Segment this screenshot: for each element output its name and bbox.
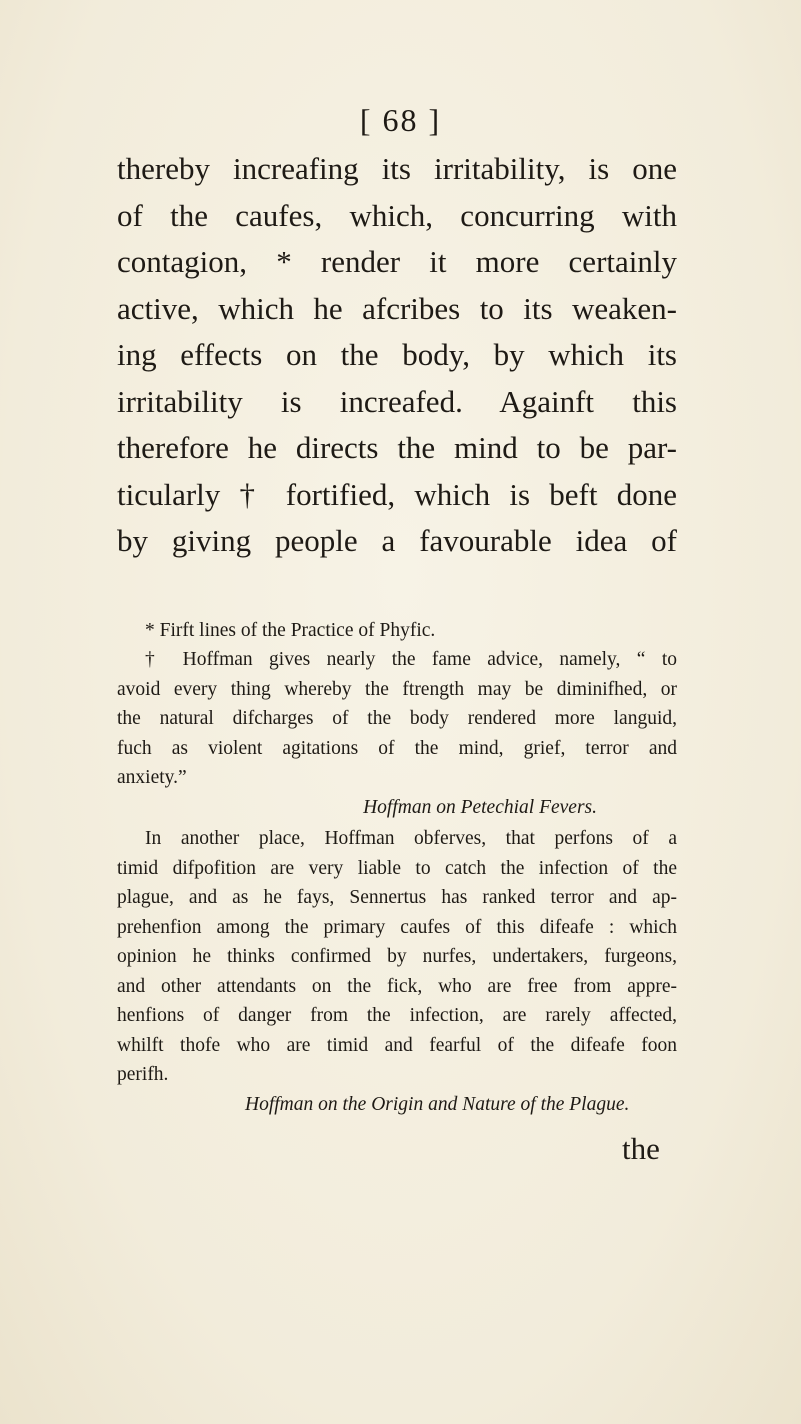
footnote-line: † Hoffman gives nearly the fame advice, namely, “ to xyxy=(145,649,677,670)
footnote-2 xyxy=(117,645,677,822)
footnote-line: fuch as violent agitations of the mind, grief, terror and xyxy=(117,737,677,759)
footnote-line: whilft thofe who are timid and fearful of the difeafe foon xyxy=(117,1034,677,1056)
footnote-citation: Hoffman on Petechial Fevers. xyxy=(363,796,597,818)
footnote-line: plague, and as he fays, Sennertus has ranked terror and ap- xyxy=(117,887,677,908)
main-text xyxy=(117,146,677,565)
catchword: the xyxy=(622,1131,660,1166)
body-line: irritability is increafed. Againft this xyxy=(117,383,677,419)
footnote-line: and other attendants on the fick, who are free from appre- xyxy=(117,975,677,997)
footnote-3 xyxy=(117,824,677,1119)
footnote-line: * Firft lines of the Practice of Phyfic. xyxy=(145,620,436,641)
body-line: contagion, * render it more certainly xyxy=(117,244,677,279)
footnote-citation: Hoffman on the Origin and Nature of the Plague. xyxy=(245,1093,630,1115)
body-line: ing effects on the body, by which its xyxy=(117,337,677,372)
footnote-line: perifh. xyxy=(117,1064,169,1085)
footnote-line: opinion he thinks confirmed by nurfes, undertakers, furgeons, xyxy=(117,946,677,967)
footnote-line: timid difpofition are very liable to catch the infection of the xyxy=(117,857,677,879)
footnote-1 xyxy=(117,616,677,646)
body-line: of the caufes, which, concurring with xyxy=(117,197,677,233)
body-line: by giving people a favourable idea of xyxy=(117,523,677,558)
footnote-line: henfions of danger from the infection, are rarely affected, xyxy=(117,1005,677,1026)
body-line: active, which he afcribes to its weaken- xyxy=(117,290,677,326)
page-number-header: [ 68 ] xyxy=(359,102,442,138)
footnote-line: anxiety.” xyxy=(117,767,187,788)
body-line: ticularly † fortified, which is beft done xyxy=(117,476,677,512)
body-line: therefore he directs the mind to be par- xyxy=(117,430,677,465)
body-line: thereby increafing its irritability, is one xyxy=(117,151,677,186)
footnote-line: In another place, Hoffman obferves, that perfons of a xyxy=(145,828,677,849)
footnote-line: prehenfion among the primary caufes of this difeafe : which xyxy=(117,916,677,938)
footnote-line: avoid every thing whereby the ftrength may be diminifhed, or xyxy=(117,678,677,700)
footnote-line: the natural difcharges of the body rendered more languid, xyxy=(117,708,677,729)
